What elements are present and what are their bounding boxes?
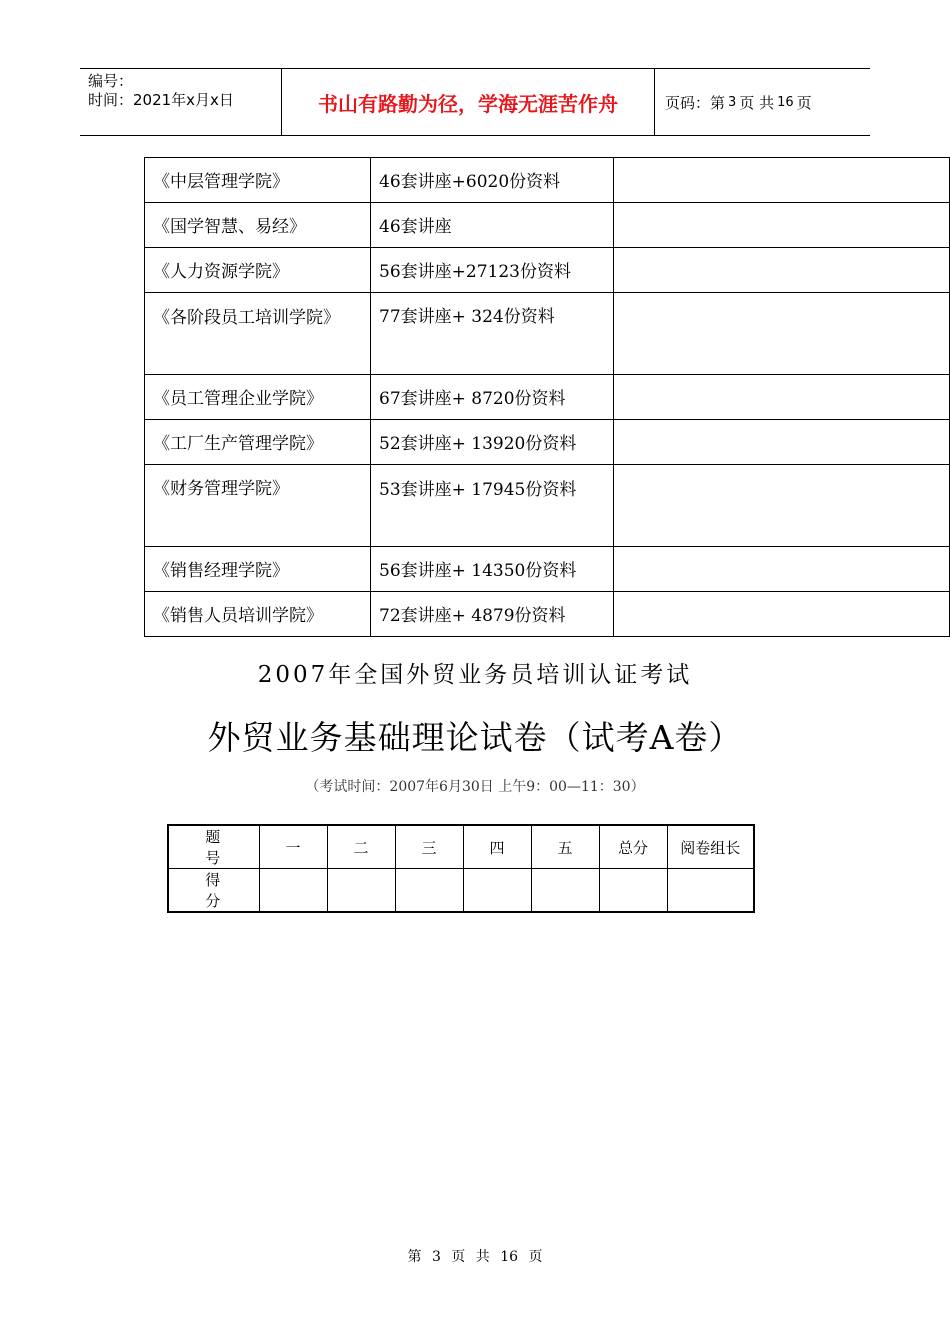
score-column-header: 二 [327,825,395,869]
catalog-name [145,293,371,375]
score-cell [599,869,667,913]
exam-time: （考试时间：2007年6月30日 上午9：00—11：30） [305,779,645,795]
table-row [145,158,950,203]
document-date-label: 时间：2021年x月x日 [88,91,234,109]
score-cell [327,869,395,913]
catalog-content: 56套讲座+27123份资料 [371,248,614,293]
page-suffix: 页 [796,93,812,112]
score-value-row [168,869,754,913]
catalog-empty-cell [614,465,950,547]
catalog-empty-cell [614,420,950,465]
score-cell [395,869,463,913]
score-column-header: 一 [259,825,327,869]
header-page-info [655,69,870,135]
score-cell [463,869,531,913]
table-row [145,592,950,637]
catalog-content: 77套讲座+ 324份资料 [371,293,614,375]
score-column-header: 阅卷组长 [667,825,754,869]
catalog-empty-cell [614,248,950,293]
table-row [145,248,950,293]
page-current: 3 [728,94,737,110]
catalog-content-text: 53套讲座+ 17945份资料 [379,480,577,500]
score-label: 得分 [168,869,259,913]
catalog-empty-cell [614,547,950,592]
catalog-content: 67套讲座+ 8720份资料 [371,375,614,420]
catalog-name: 《销售经理学院》 [145,547,371,592]
score-column-header: 三 [395,825,463,869]
table-row [145,375,950,420]
table-row [145,465,950,547]
catalog-empty-cell [614,203,950,248]
score-cell [667,869,754,913]
table-row [145,547,950,592]
score-column-header: 五 [531,825,599,869]
header-meta [80,69,282,135]
catalog-content: 72套讲座+ 4879份资料 [371,592,614,637]
score-cell [531,869,599,913]
page-footer: 第 3 页 共 16 页 [407,1249,543,1265]
catalog-empty-cell [614,375,950,420]
catalog-table [144,157,950,637]
catalog-content: 46套讲座 [371,203,614,248]
catalog-content [371,465,614,547]
catalog-name: 《工厂生产管理学院》 [145,420,371,465]
page-mid: 页 共 [739,93,775,112]
catalog-name-text: 《各阶段员工培训学院》 [153,308,340,328]
score-column-header: 总分 [599,825,667,869]
catalog-name: 《中层管理学院》 [145,158,371,203]
catalog-content: 46套讲座+6020份资料 [371,158,614,203]
exam-title: 2007年全国外贸业务员培训认证考试 [257,662,693,688]
catalog-name: 《员工管理企业学院》 [145,375,371,420]
catalog-content: 56套讲座+ 14350份资料 [371,547,614,592]
catalog-name: 《销售人员培训学院》 [145,592,371,637]
score-cell [259,869,327,913]
catalog-name: 《国学智慧、易经》 [145,203,371,248]
catalog-empty-cell [614,293,950,375]
question-number-label: 题号 [168,825,259,869]
paper-title: 外贸业务基础理论试卷（试考A卷） [207,718,743,757]
page-prefix: 页码：第 [665,93,726,112]
page-header [80,68,870,136]
catalog-name: 《财务管理学院》 [145,465,371,547]
score-table [167,824,755,913]
page-total: 16 [777,94,794,110]
catalog-content: 52套讲座+ 13920份资料 [371,420,614,465]
table-row [145,293,950,375]
score-header-row [168,825,754,869]
catalog-name: 《人力资源学院》 [145,248,371,293]
table-row [145,420,950,465]
catalog-empty-cell [614,158,950,203]
document-number-label: 编号： [88,72,134,90]
catalog-empty-cell [614,592,950,637]
score-column-header: 四 [463,825,531,869]
table-row [145,203,950,248]
header-motto: 书山有路勤为径，学海无涯苦作舟 [282,69,655,135]
